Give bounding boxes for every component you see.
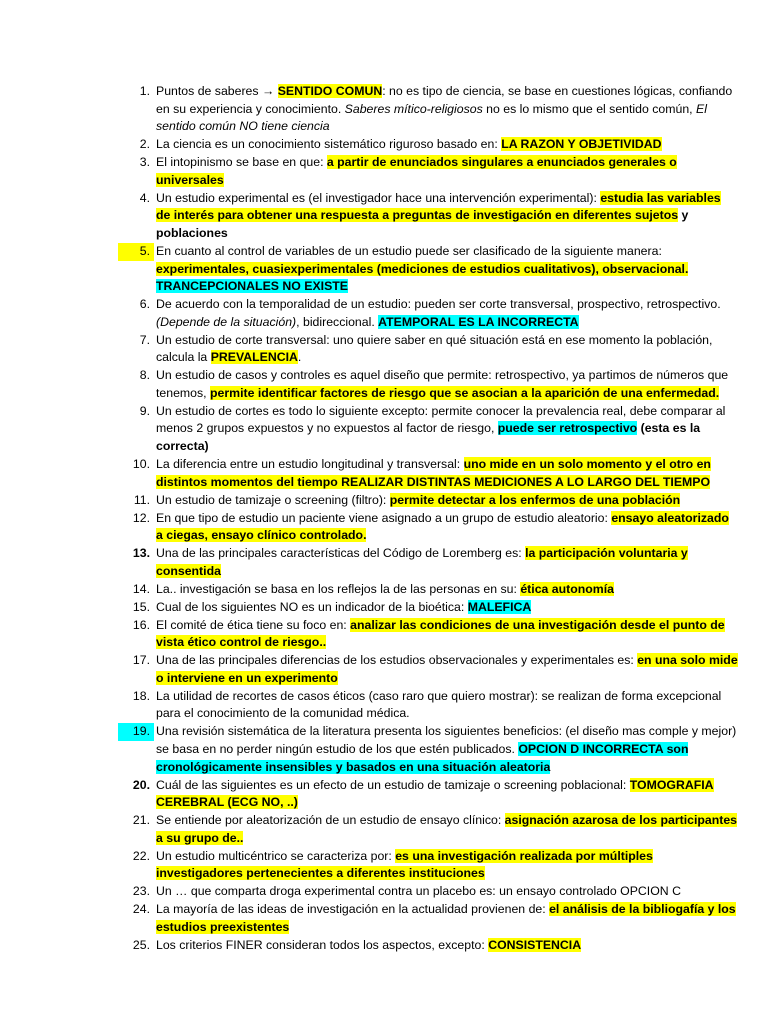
item-text: Un estudio experimental es (el investigador hace una intervención experimental): bbox=[156, 190, 601, 205]
item-text: Un estudio de cortes es todo lo siguiente excepto: permite conocer la prevalencia real, debe comparar al menos 2 grupos expuestos y no expuestos al factor de riesgo, bbox=[156, 403, 726, 436]
item-number: 1. bbox=[139, 84, 150, 98]
highlighted-answer: la participación voluntaria y consentida bbox=[156, 546, 688, 578]
highlighted-answer: CONSISTENCIA bbox=[488, 937, 582, 952]
highlighted-answer: TOMOGRAFIA CEREBRAL (ECG NO, ..) bbox=[156, 777, 714, 810]
list-item bbox=[118, 510, 738, 545]
item-text: Un estudio de tamizaje o screening (filtro): bbox=[156, 492, 390, 507]
item-text: La ciencia es un conocimiento sistemático riguroso basado en: bbox=[156, 137, 502, 152]
list-item bbox=[118, 723, 738, 776]
list-item bbox=[118, 688, 738, 723]
item-number: 4. bbox=[139, 190, 150, 205]
item-text: Un estudio multicéntrico se caracteriza por: bbox=[156, 848, 396, 863]
item-number: 10. bbox=[132, 456, 150, 471]
list-item bbox=[118, 848, 738, 883]
item-number: 21. bbox=[132, 813, 150, 828]
item-number: 25. bbox=[132, 937, 150, 952]
item-number: 8. bbox=[139, 368, 150, 383]
item-text: (Depende de la situación) bbox=[156, 314, 297, 329]
item-number: 12. bbox=[132, 510, 150, 525]
highlighted-answer: ensayo aleatorizado a ciegas, ensayo clínico controlado. bbox=[156, 510, 729, 543]
highlighted-answer: permite identificar factores de riesgo que se asocian a la aparición de una enfermedad. bbox=[210, 385, 720, 400]
list-item bbox=[118, 652, 738, 687]
item-text: De acuerdo con la temporalidad de un estudio: pueden ser corte transversal, prospectivo, retrospectivo. bbox=[156, 297, 721, 312]
highlighted-answer: analizar las condiciones de una investigación desde el punto de vista ético control de riesgo.. bbox=[156, 617, 725, 650]
highlighted-answer: puede ser retrospectivo bbox=[497, 421, 638, 436]
item-text: El comité de ética tiene su foco en: bbox=[156, 617, 351, 632]
item-number: 16. bbox=[132, 617, 150, 632]
item-number: 2. bbox=[139, 137, 150, 152]
item-number: 22. bbox=[132, 848, 150, 863]
item-text: Se entiende por aleatorización de un estudio de ensayo clínico: bbox=[156, 813, 505, 828]
item-number: 14. bbox=[132, 581, 150, 596]
item-number: 5. bbox=[118, 243, 154, 261]
highlighted-answer: a partir de enunciados singulares a enunciados generales o universales bbox=[156, 155, 677, 187]
item-text: El sentido común NO tiene ciencia bbox=[156, 101, 707, 134]
list-item bbox=[118, 777, 738, 812]
list-item bbox=[118, 492, 738, 510]
highlighted-answer: PREVALENCIA bbox=[210, 350, 298, 365]
item-text: no es lo mismo que el sentido común, bbox=[482, 101, 696, 116]
list-item bbox=[118, 332, 738, 367]
item-number: 6. bbox=[139, 297, 150, 312]
list-item bbox=[118, 617, 738, 652]
item-text: Los criterios FINER consideran todos los aspectos, excepto: bbox=[156, 937, 489, 952]
highlighted-answer: uno mide en un solo momento y el otro en distintos momentos del tiempo REALIZAR DISTINTAS MEDICIONES A LO LARGO DEL TIEMPO bbox=[156, 456, 711, 489]
highlighted-answer: experimentales, cuasiexperimentales (mediciones de estudios cualitativos), observacional. bbox=[156, 261, 689, 276]
list-item bbox=[118, 901, 738, 936]
highlighted-answer: LA RAZON Y OBJETIVIDAD bbox=[501, 137, 662, 152]
list-item bbox=[118, 83, 738, 136]
item-text: Puntos de saberes → bbox=[156, 84, 278, 98]
list-item bbox=[118, 812, 738, 847]
highlighted-answer: es una investigación realizada por múltiples investigadores pertenecientes a diferentes instituciones bbox=[156, 848, 653, 881]
highlighted-answer: el análisis de la bibliogafía y los estudios preexistentes bbox=[156, 902, 736, 934]
item-text: Un … que comparta droga experimental contra un placebo es: un ensayo controlado OPCION C bbox=[156, 884, 681, 899]
item-number: 7. bbox=[139, 332, 150, 347]
item-text: y poblaciones bbox=[156, 208, 689, 240]
item-number: 13. bbox=[132, 546, 150, 561]
item-text: (esta es la correcta) bbox=[156, 421, 701, 453]
item-number: 18. bbox=[132, 688, 150, 703]
highlighted-answer: MALEFICA bbox=[467, 599, 532, 614]
item-text: Una revisión sistemática de la literatura presenta los siguientes beneficios: (el diseño mas comple y mejor) se basa en no perder ningún estudio de los que estén publicados. bbox=[156, 724, 737, 756]
item-number: 24. bbox=[132, 902, 150, 917]
item-number: 20. bbox=[132, 777, 150, 792]
item-number: 3. bbox=[139, 155, 150, 170]
list-item bbox=[118, 883, 738, 901]
highlighted-answer: TRANCEPCIONALES NO EXISTE bbox=[156, 279, 348, 294]
question-list bbox=[118, 83, 738, 955]
item-text: Cuál de las siguientes es un efecto de un estudio de tamizaje o screening poblacional: bbox=[156, 777, 630, 792]
item-text: Un estudio de casos y controles es aquel diseño que permite: retrospectivo, ya partimos de números que tenemos, bbox=[156, 368, 729, 400]
highlighted-answer: asignación azarosa de los participantes a su grupo de.. bbox=[156, 813, 738, 845]
item-text: En cuanto al control de variables de un estudio puede ser clasificado de la siguiente manera: bbox=[156, 243, 662, 258]
item-number: 11. bbox=[133, 492, 150, 507]
item-text: La mayoría de las ideas de investigación en la actualidad provienen de: bbox=[156, 902, 550, 917]
item-text: La.. investigación se basa en los reflejos la de las personas en su: bbox=[156, 581, 521, 596]
list-item bbox=[118, 367, 738, 402]
highlighted-answer: estudia las variables de interés para obtener una respuesta a preguntas de investigación en diferentes sujetos bbox=[156, 190, 721, 223]
item-text: La utilidad de recortes de casos éticos (caso raro que quiero mostrar): se realizan de forma excepcional para el conocimiento de la comunidad médica. bbox=[156, 688, 722, 721]
item-text: Una de las principales características del Código de Loremberg es: bbox=[156, 546, 526, 561]
item-text: , bidireccional. bbox=[296, 314, 379, 329]
item-number: 23. bbox=[132, 884, 150, 899]
list-item bbox=[118, 403, 738, 456]
list-item bbox=[118, 243, 738, 296]
item-text: Una de las principales diferencias de los estudios observacionales y experimentales es: bbox=[156, 653, 638, 668]
item-text: El intopinismo se base en que: bbox=[156, 155, 327, 170]
list-item bbox=[118, 545, 738, 580]
list-item bbox=[118, 136, 738, 154]
list-item bbox=[118, 937, 738, 955]
item-number: 19. bbox=[118, 723, 154, 741]
highlighted-answer: ATEMPORAL ES LA INCORRECTA bbox=[378, 314, 579, 329]
highlighted-answer: en una solo mide o interviene en un experimento bbox=[156, 653, 738, 685]
list-item bbox=[118, 456, 738, 491]
list-item bbox=[118, 190, 738, 243]
highlighted-answer: SENTIDO COMUN bbox=[277, 84, 383, 98]
list-item bbox=[118, 581, 738, 599]
item-text: . bbox=[297, 350, 302, 365]
item-text: Un estudio de corte transversal: uno quiere saber en qué situación está en ese momento la población, calcula la bbox=[156, 332, 713, 365]
list-item bbox=[118, 154, 738, 189]
item-text: Saberes mítico-religiosos bbox=[344, 101, 483, 116]
item-text: : no es tipo de ciencia, se base en cuestiones lógicas, confiando en su experiencia y conocimiento. bbox=[156, 84, 733, 116]
highlighted-answer: permite detectar a los enfermos de una población bbox=[389, 492, 681, 507]
highlighted-answer: ética autonomía bbox=[520, 581, 614, 596]
item-number: 15. bbox=[132, 599, 150, 614]
item-text: En que tipo de estudio un paciente viene asignado a un grupo de estudio aleatorio: bbox=[156, 510, 612, 525]
item-number: 17. bbox=[132, 653, 150, 668]
highlighted-answer: OPCION D INCORRECTA son cronológicamente insensibles y basados en una situación aleatoria bbox=[156, 742, 689, 774]
list-item bbox=[118, 599, 738, 617]
item-text: Cual de los siguientes NO es un indicador de la bioética: bbox=[156, 599, 468, 614]
list-item bbox=[118, 296, 738, 331]
item-number: 9. bbox=[139, 403, 150, 418]
item-text: La diferencia entre un estudio longitudinal y transversal: bbox=[156, 456, 464, 471]
